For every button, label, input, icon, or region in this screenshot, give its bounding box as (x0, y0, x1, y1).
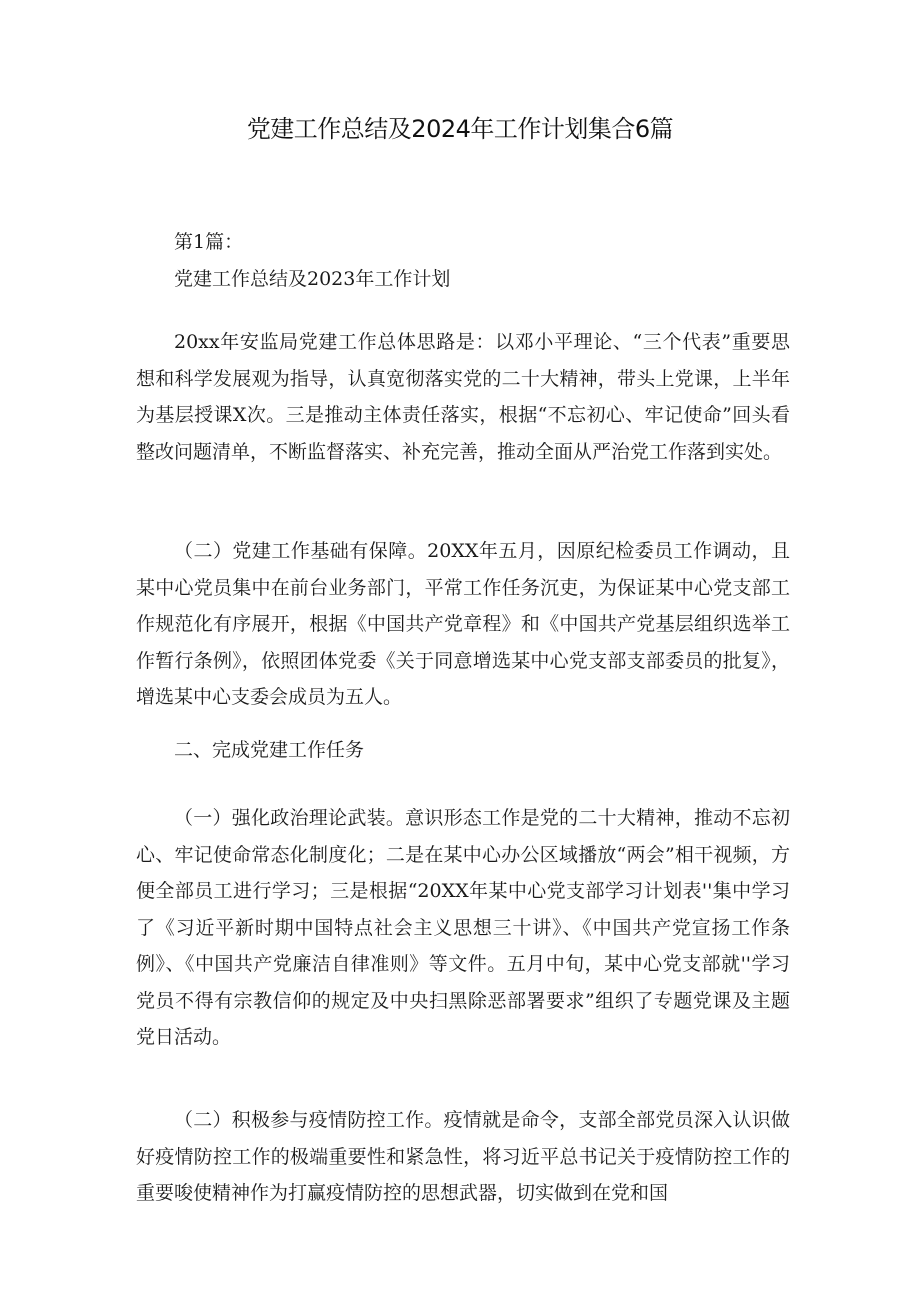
paragraph: （一）强化政治理论武装。意识形态工作是党的二十大精神，推动不忘初心、牢记使命常态化制度化；二是在某中心办公区域播放“两会”相干视频，方便全部员工进行学习；三是根据“20XX年某中心党支部学习计划表''集中学习了《习近平新时期中国特点社会主义思想三十讲》、《中国共产党宣扬工作条例》、《中国共产党廉洁自律准则》等文件。五月中旬，某中心党支部就''学习党员不得有宗教信仰的规定及中央扫黑除恶部署要求”组织了专题党课及主题党日活动。 (136, 807, 790, 1048)
section-label: 第1篇： (174, 231, 244, 253)
paragraph: （二）党建工作基础有保障。20XX年五月，因原纪检委员工作调动，且某中心党员集中在前台业务部门，平常工作任务沉吏，为保证某中心党支部工作规范化有序展开，根据《中国共产党章程》和《中国共产党基层组织选举工作暂行条例》，依照团体党委《关于同意增选某中心党支部支部委员的批复》，增选某中心支委会成员为五人。 (136, 540, 790, 708)
paragraph: （二）积极参与疫情防控工作。疫情就是命令，支部全部党员深入认识做好疫情防控工作的极端重要性和紧急性，将习近平总书记关于疫情防控工作的重要唆使精神作为打赢疫情防控的思想武器，切实做到在党和国 (136, 1109, 790, 1204)
paragraph-foundation (136, 533, 790, 716)
subheading: 二、完成党建工作任务 (174, 739, 365, 761)
section-title: 党建工作总结及2023年工作计划 (174, 267, 451, 290)
paragraph: 20xx年安监局党建工作总体思路是：以邓小平理论、“三个代表”重要思想和科学发展观为指导，认真宽彻落实党的二十大精神，带头上党课，上半年为基层授课X次。三是推动主体责任落实，根据“不忘初心、牢记使命”回头看整改问题清单，不断监督落实、补充完善，推动全面从严治党工作落到实处。 (136, 331, 790, 463)
paragraph-epidemic (136, 1102, 790, 1212)
paragraph-overview (136, 324, 790, 470)
subheading-tasks (136, 732, 790, 769)
section-heading (136, 224, 790, 297)
paragraph-theory (136, 800, 790, 1056)
document-title: 党建工作总结及2024年工作计划集合6篇 (246, 115, 674, 143)
